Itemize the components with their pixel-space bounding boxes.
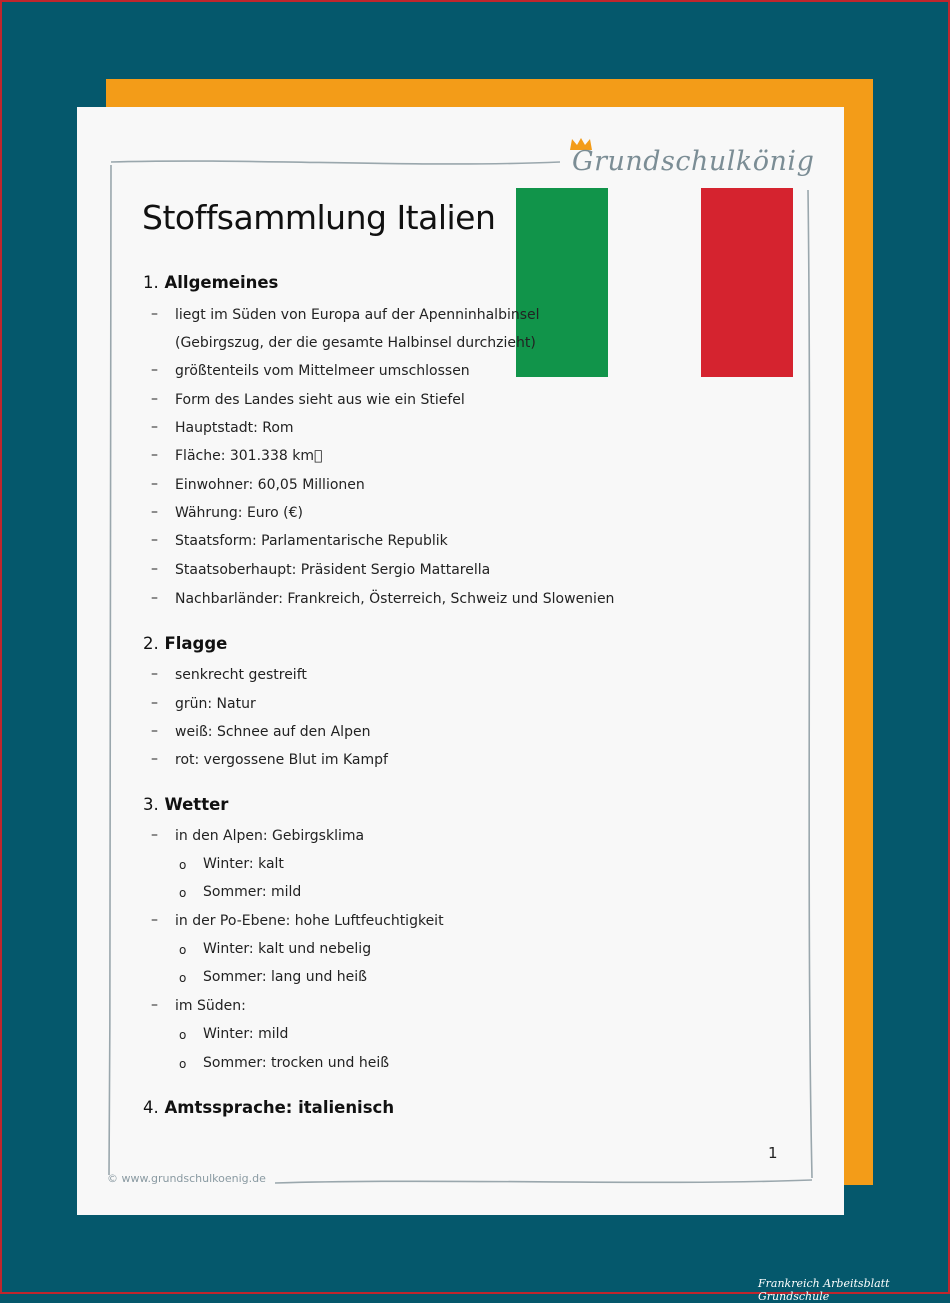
- sub-list-item: Sommer: lang und heiß: [203, 969, 367, 985]
- sub-list-item: Winter: mild: [203, 1026, 289, 1042]
- list-item: Hauptstadt: Rom: [175, 420, 294, 436]
- dash: –: [151, 912, 158, 928]
- dash: –: [151, 447, 158, 463]
- flag-red-stripe: [701, 188, 793, 377]
- list-item: Währung: Euro (€): [175, 505, 303, 521]
- list-item: liegt im Süden von Europa auf der Apenninhalbinsel: [175, 307, 540, 323]
- circle-bullet: o: [179, 971, 187, 985]
- section-heading-flagge: 2. Flagge: [143, 634, 228, 653]
- logo-text: Grundschulkönig: [572, 146, 815, 177]
- list-item: (Gebirgszug, der die gesamte Halbinsel durchzieht): [175, 335, 536, 351]
- sub-list-item: Sommer: mild: [203, 884, 302, 900]
- dash: –: [151, 723, 158, 739]
- dash: –: [151, 695, 158, 711]
- image-caption: Frankreich Arbeitsblatt Grundschule: [758, 1277, 890, 1303]
- list-item: in den Alpen: Gebirgsklima: [175, 828, 365, 844]
- dash: –: [151, 666, 158, 682]
- circle-bullet: o: [179, 858, 187, 872]
- sub-list-item: Winter: kalt und nebelig: [203, 941, 372, 957]
- list-item: im Süden:: [175, 998, 246, 1014]
- circle-bullet: o: [179, 886, 187, 900]
- section-heading-wetter: 3. Wetter: [143, 795, 229, 814]
- dash: –: [151, 997, 158, 1013]
- dash: –: [151, 532, 158, 548]
- dash: –: [151, 827, 158, 843]
- list-item: Form des Landes sieht aus wie ein Stiefel: [175, 392, 465, 408]
- list-item: Fläche: 301.338 km : [175, 448, 323, 464]
- list-item: Staatsoberhaupt: Präsident Sergio Mattarella: [175, 562, 491, 578]
- section-heading-allgemeines: 1. Allgemeines: [143, 273, 279, 292]
- dash: –: [151, 590, 158, 606]
- circle-bullet: o: [179, 1028, 187, 1042]
- list-item: rot: vergossene Blut im Kampf: [175, 752, 388, 768]
- dash: –: [151, 476, 158, 492]
- circle-bullet: o: [179, 1057, 187, 1071]
- list-item: größtenteils vom Mittelmeer umschlossen: [175, 363, 470, 379]
- list-item: Staatsform: Parlamentarische Republik: [175, 533, 448, 549]
- dash: –: [151, 306, 158, 322]
- dash: –: [151, 561, 158, 577]
- dash: –: [151, 751, 158, 767]
- dash: –: [151, 419, 158, 435]
- list-item: Einwohner: 60,05 Millionen: [175, 477, 365, 493]
- page-number: 1: [768, 1144, 778, 1162]
- page-title: Stoffsammlung Italien: [142, 198, 496, 237]
- flag-white-stripe: [608, 188, 701, 377]
- circle-bullet: o: [179, 943, 187, 957]
- dash: –: [151, 504, 158, 520]
- section-heading-amtssprache: 4. Amtssprache: italienisch: [143, 1098, 395, 1117]
- dash: –: [151, 391, 158, 407]
- footer-url: © www.grundschulkoenig.de: [107, 1172, 266, 1185]
- sub-list-item: Sommer: trocken und heiß: [203, 1055, 390, 1071]
- list-item: grün: Natur: [175, 696, 256, 712]
- list-item: senkrecht gestreift: [175, 667, 307, 683]
- list-item: weiß: Schnee auf den Alpen: [175, 724, 371, 740]
- sub-list-item: Winter: kalt: [203, 856, 284, 872]
- list-item: Nachbarländer: Frankreich, Österreich, Schweiz und Slowenien: [175, 591, 615, 607]
- dash: –: [151, 362, 158, 378]
- list-item: in der Po-Ebene: hohe Luftfeuchtigkeit: [175, 913, 444, 929]
